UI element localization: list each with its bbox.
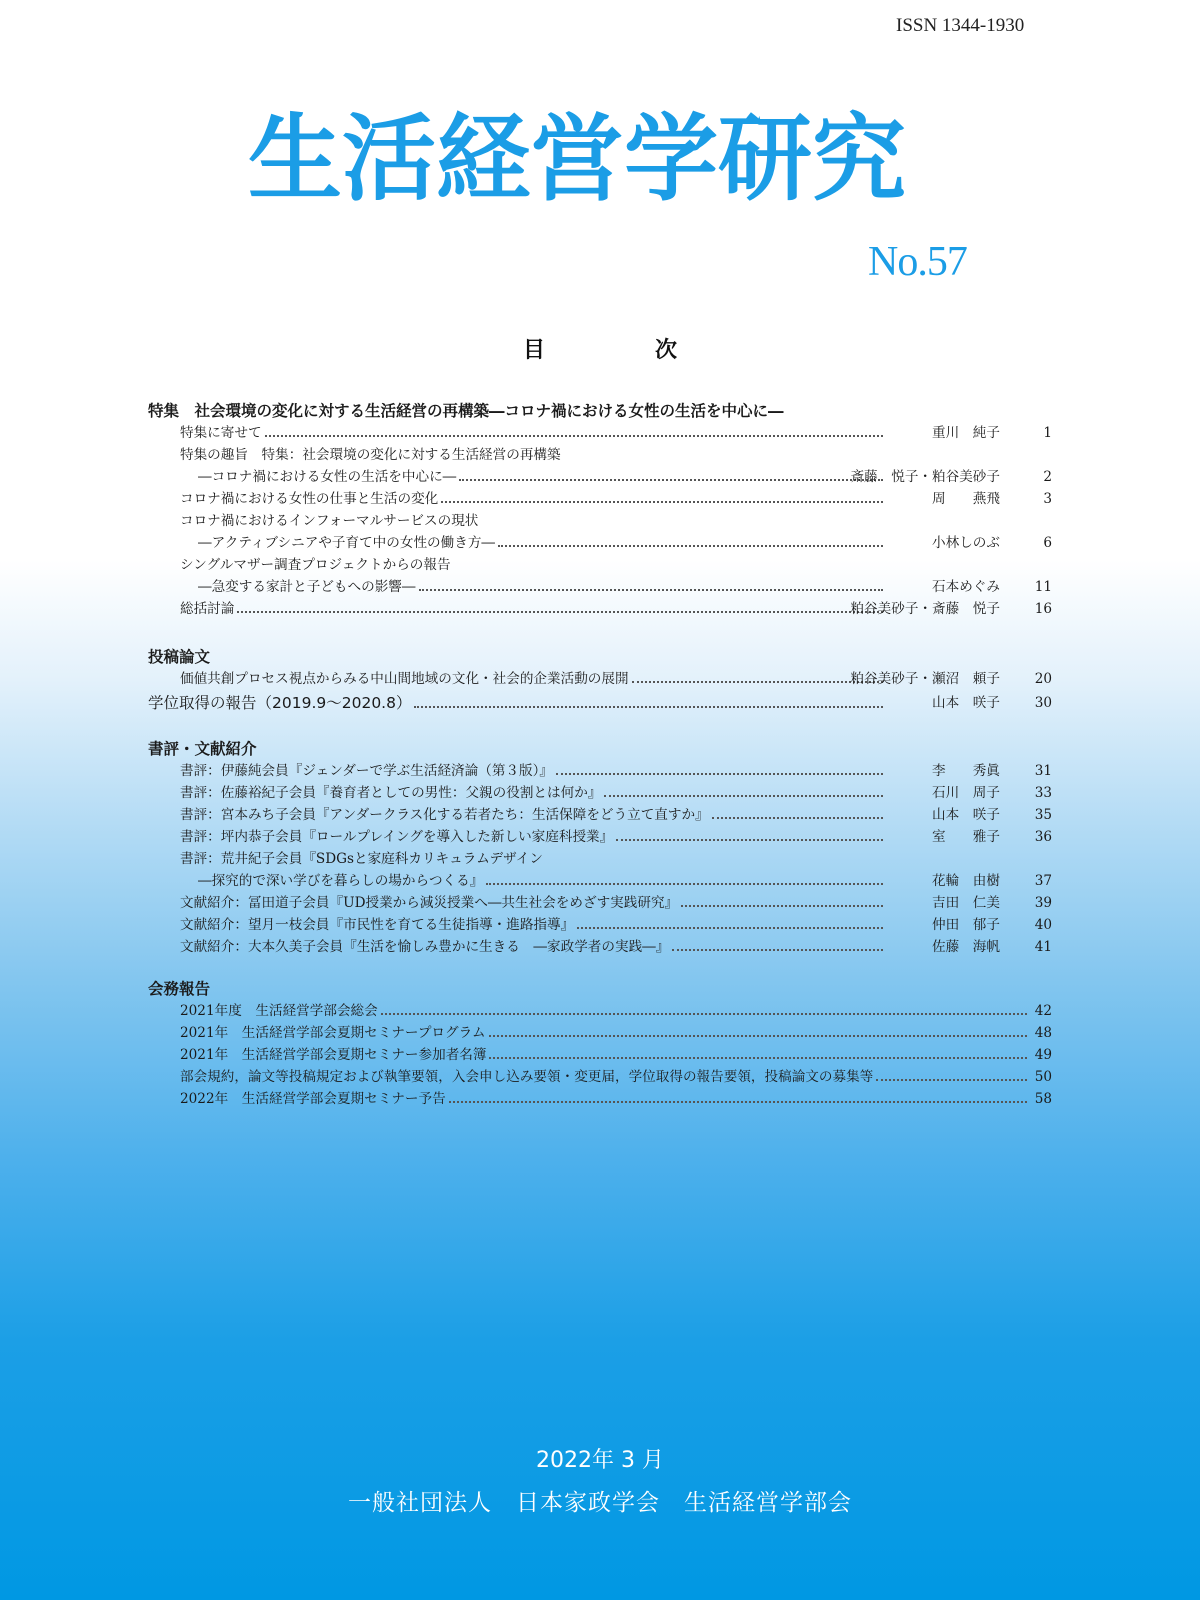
toc-entry-title: コロナ禍におけるインフォーマルサービスの現状 [180,513,479,529]
toc-entry-author: 粕谷美砂子・斎藤 悦子 [850,601,1000,617]
leader-dots [876,1068,1027,1081]
toc-entry [148,692,1052,714]
leader-dots [489,1046,1027,1059]
toc-entry-title: 特集に寄せて [180,425,262,441]
toc-entry [148,532,1052,554]
toc-entry [148,488,1052,510]
toc-entry-title: 2022年 生活経営学部会夏期セミナー予告 [180,1091,446,1107]
toc-entry-author: 吉田 仁美 [932,895,1000,911]
toc-entry-author: 室 雅子 [932,829,1000,845]
toc-entry [148,1088,1052,1110]
publication-date: 2022年 3 月 [536,1448,664,1473]
toc-entry-title: 文献紹介：望月一枝会員『市民性を育てる生徒指導・進路指導』 [180,917,575,933]
toc-entry-page: 58 [1034,1091,1052,1107]
toc-entry-page: 35 [1034,807,1052,823]
toc-entry-author: 石川 周子 [932,785,1000,801]
toc-entry-author: 石本めぐみ [932,579,1000,595]
toc-entry-title: 文献紹介：大本久美子会員『生活を愉しみ豊かに生きる ―家政学者の実践―』 [180,939,670,955]
toc-heading [0,333,1200,364]
toc-entry-page: 33 [1034,785,1052,801]
toc-entry-page: 16 [1034,601,1052,617]
toc-entry-page: 37 [1034,873,1052,889]
toc-entry-page: 2 [1043,469,1052,485]
toc-entry [148,422,1052,444]
toc-section-title: 特集 社会環境の変化に対する生活経営の再構築―コロナ禍における女性の生活を中心に― [148,402,784,420]
toc-entry-page: 39 [1034,895,1052,911]
toc-entry-author: 山本 咲子 [932,807,1000,823]
toc-heading-char-1: 目 [522,338,545,363]
leader-dots [414,695,883,708]
toc-entry-author: 小林しのぶ [932,535,1000,551]
toc-entry [148,466,1052,488]
toc-entry [148,936,1052,958]
toc-section-title: 投稿論文 [148,648,211,666]
toc-entry-author: 佐藤 海帆 [932,939,1000,955]
toc-entry [148,782,1052,804]
toc-entry-title: 文献紹介：冨田道子会員『UD授業から減災授業へ―共生社会をめざす実践研究』 [180,895,679,911]
toc-entry [148,848,1052,870]
toc-entry-title: シングルマザー調査プロジェクトからの報告 [180,557,451,573]
toc-entry-page: 6 [1043,535,1052,551]
toc-entry-author: 花輪 由樹 [932,873,1000,889]
toc-entry-page: 20 [1034,671,1052,687]
toc-entry-page: 41 [1034,939,1052,955]
toc-section [148,646,1052,690]
toc-entry [148,1066,1052,1088]
toc-entry [148,554,1052,576]
toc-entry [148,444,1052,466]
toc-section-title: 書評・文献紹介 [148,740,257,758]
toc-entry-title: 部会規約，論文等投稿規定および執筆要領，入会申し込み要領・変更届，学位取得の報告要領，投稿論文の募集等 [180,1069,874,1085]
toc-entry-page: 48 [1034,1025,1052,1041]
toc-entry-title: 2021年 生活経営学部会夏期セミナープログラム [180,1025,486,1041]
toc-entry [148,576,1052,598]
publisher-name: 一般社団法人 日本家政学会 生活経営学部会 [348,1490,852,1516]
toc-section [148,978,1052,1110]
toc-entry [148,1044,1052,1066]
toc-entry-page: 3 [1043,491,1052,507]
toc-entry-author: 山本 咲子 [932,695,1000,711]
leader-dots [419,578,884,591]
toc-entry-author: 斎藤 悦子・粕谷美砂子 [850,469,1000,485]
toc-entry-page: 40 [1034,917,1052,933]
toc-entry-title: 特集の趣旨 特集：社会環境の変化に対する生活経営の再構築 [180,447,561,463]
toc-entry-author: 仲田 郁子 [932,917,1000,933]
toc-entry-title: コロナ禍における女性の仕事と生活の変化 [180,491,439,507]
toc-entry-title: 書評：坪内恭子会員『ロールプレイングを導入した新しい家庭科授業』 [180,829,614,845]
toc-entry-title: 総括討論 [180,601,235,617]
toc-entry-title: ―探究的で深い学びを暮らしの場からつくる』 [198,873,484,889]
toc-entry-author: 重川 純子 [932,425,1000,441]
toc-entry [148,760,1052,782]
toc-entry-title: 2021年度 生活経営学部会総会 [180,1003,378,1019]
toc-entry [148,870,1052,892]
toc-entry-title: 書評：宮本みち子会員『アンダークラス化する若者たち：生活保障をどう立て直すか』 [180,807,709,823]
toc-entry [148,804,1052,826]
leader-dots [237,600,883,613]
toc-entry [148,826,1052,848]
toc-entry [148,914,1052,936]
toc-entry-title: 書評：佐藤裕紀子会員『養育者としての男性：父親の役割とは何か』 [180,785,602,801]
toc-entry-title: 書評：伊藤純会員『ジェンダーで学ぶ生活経済論（第３版）』 [180,763,554,779]
issn-number: ISSN 1344-1930 [896,15,1025,36]
toc-entry [148,1000,1052,1022]
toc-section [148,400,1052,620]
toc-entry [148,598,1052,620]
toc-entry-title: 価値共創プロセス視点からみる中山間地域の文化・社会的企業活動の展開 [180,671,629,687]
toc-entry-page: 30 [1034,695,1052,711]
leader-dots [265,424,883,437]
toc-entry-title: ―アクティブシニアや子育て中の女性の働き方― [198,535,496,551]
toc-entry-author: 李 秀眞 [932,763,1000,779]
toc-entry-title: ―急変する家計と子どもへの影響― [198,579,416,595]
toc-entry-page: 50 [1034,1069,1052,1085]
toc-entry-author: 粕谷美砂子・瀬沼 頼子 [850,671,1000,687]
toc-entry-title: 2021年 生活経営学部会夏期セミナー参加者名簿 [180,1047,487,1063]
toc-entry [148,1022,1052,1044]
leader-dots [489,1024,1027,1037]
toc-entry [148,668,1052,690]
leader-dots [449,1090,1027,1103]
issue-number: No.57 [868,239,967,285]
journal-title: 生活経営学研究 [248,105,907,214]
toc-entry-page: 49 [1034,1047,1052,1063]
toc-section-title: 会務報告 [148,980,211,998]
toc-entry [148,892,1052,914]
toc-entry-author: 周 燕飛 [932,491,1000,507]
toc-entry-page: 11 [1034,579,1052,595]
leader-dots [381,1002,1027,1015]
toc-entry-page: 42 [1034,1003,1052,1019]
toc-entry-page: 31 [1034,763,1052,779]
leader-dots [441,490,883,503]
toc-entry-title: 学位取得の報告（2019.9～2020.8） [148,694,412,712]
toc-entry-page: 1 [1043,425,1052,441]
toc-entry-page: 36 [1034,829,1052,845]
toc-section [148,692,1052,714]
toc-entry-title: ―コロナ禍における女性の生活を中心に― [198,469,457,485]
toc-section [148,738,1052,958]
toc-heading-char-2: 次 [655,338,678,363]
toc-entry [148,510,1052,532]
toc-entry-title: 書評：荒井紀子会員『SDGsと家庭科カリキュラムデザイン [180,851,543,867]
